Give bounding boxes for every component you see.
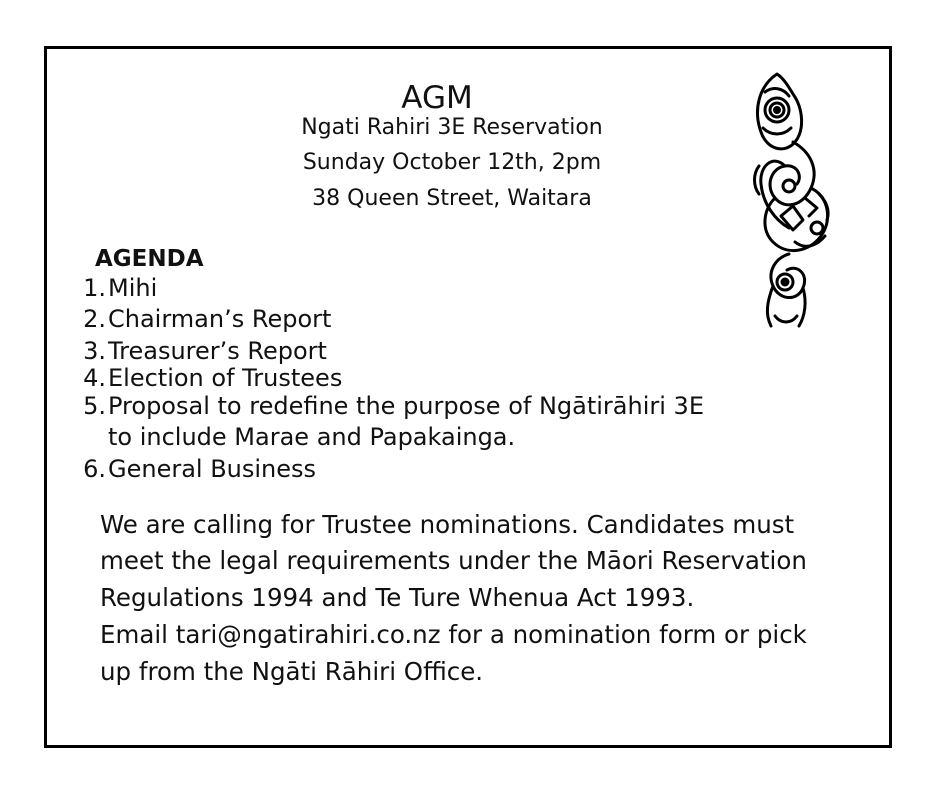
agenda-item [76, 364, 342, 392]
agenda-item-number: 6. [83, 455, 106, 483]
agenda-item-number: 5. [83, 392, 106, 420]
agenda-item-text: Election of Trustees [108, 364, 343, 392]
agenda-item [76, 337, 327, 365]
page-title: AGM [401, 80, 473, 116]
agenda-item-number: 4. [83, 364, 106, 392]
agenda-item [76, 274, 157, 302]
notice-line: Email tari@ngatirahiri.co.nz for a nomination form or pick [100, 620, 807, 649]
agenda-item-text: Proposal to redefine the purpose of Ngātirāhiri 3E [108, 392, 704, 420]
agenda-item [76, 305, 331, 333]
notice-line: Regulations 1994 and Te Ture Whenua Act 1993. [100, 583, 695, 612]
agenda-item [76, 392, 704, 420]
maori-carving-icon [745, 70, 845, 334]
agenda-item-text: Mihi [108, 274, 158, 302]
agenda-item-text: Chairman’s Report [108, 305, 332, 333]
agenda-item [76, 455, 316, 483]
agenda-heading: AGENDA [95, 246, 204, 272]
agenda-item-number: 1. [83, 274, 106, 302]
agenda-item-text: General Business [108, 455, 317, 483]
agenda-item-continuation [76, 423, 515, 451]
notice-line: meet the legal requirements under the Māori Reservation [100, 546, 807, 575]
reservation-name: Ngati Rahiri 3E Reservation [301, 115, 603, 140]
notice-line: We are calling for Trustee nominations. Candidates must [100, 510, 795, 539]
notice-line: up from the Ngāti Rāhiri Office. [100, 657, 484, 686]
meeting-address: 38 Queen Street, Waitara [312, 186, 592, 211]
agenda-item-number: 2. [83, 305, 106, 333]
agenda-item-text: to include Marae and Papakainga. [108, 423, 516, 451]
meeting-date: Sunday October 12th, 2pm [302, 150, 602, 175]
agenda-item-text: Treasurer’s Report [108, 337, 327, 365]
agenda-item-number: 3. [83, 337, 106, 365]
